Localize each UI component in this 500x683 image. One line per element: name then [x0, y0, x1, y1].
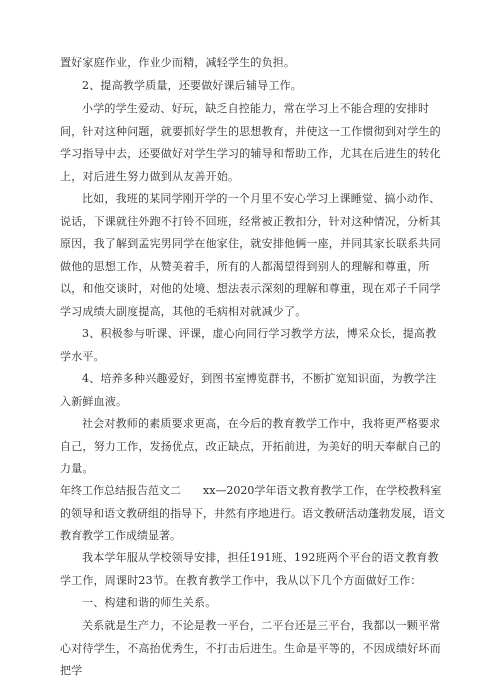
paragraph-conclusion: 社会对教师的素质要求更高，在今后的教育教学工作中，我将更严格要求自己，努力工作，发扬优点，改正缺点，开拓前进，为美好的明天奉献自己的力量。: [60, 417, 441, 475]
paragraph-point-3: 3、积极参与听课、评课，虚心向同行学习教学方法，博采众长，提高教学水平。: [60, 327, 437, 363]
paragraph-report-two: 年终工作总结报告范文二 xx—2020学年语文教育教学工作，在学校教科室的领导和语文教研组的指导下，井然有序地进行。语文教研活动蓬勃发展，语文教育教学工作成绩显著。: [60, 484, 445, 542]
paragraph-point-4: 4、培养多种兴趣爱好，到图书室博览群书，不断扩宽知识面，为教学注入新鲜血液。: [60, 372, 437, 408]
paragraph-homework: 置好家庭作业，作业少而精，减轻学生的负担。: [60, 56, 296, 69]
section-heading-relationship: 一、构建和谐的师生关系。: [82, 596, 217, 609]
paragraph-student-traits: 小学的学生爱动、好玩，缺乏自控能力，常在学习上不能合理的安排时间，针对这种问题，就要抓好学生的思想教育，并使这一工作惯彻到对学生的学习指导中去，还要做好对学生学习的辅导和帮助工作，尤其在后进生的转化上，对后进生努力做到从友善开始。: [60, 102, 441, 183]
paragraph-assignment: 我本学年服从学校领导安排，担任191班、192班两个平台的语文教育教学工作，周课时23节。在教育教学工作中，我从以下几个方面做好工作：: [60, 551, 439, 587]
paragraph-point-2: 2、提高教学质量，还要做好课后辅导工作。: [82, 79, 302, 92]
paragraph-relationship: 关系就是生产力，不论是教一平台，二平台还是三平台，我都以一颗平常心对待学生，不高抬优秀生，不打击后进生。生命是平等的，不因成绩好坏而把学: [60, 619, 441, 677]
paragraph-example: 比如，我班的某同学刚开学的一个月里不安心学习上课睡觉、搞小动作、说话，下课就往外跑不打铃不回班，经常被正教扣分，针对这种情况，分析其原因，我了解到孟宪男同学在他家住，就安排他俩一座，并同其家长联系共同做他的思想工作，从赞美着手，所有的人都渴望得到别人的理解和尊重，所以，和他交谈时，对他的处境、想法表示深刻的理解和尊重，现在邓子千同学学习成绩大副度提高，其他的毛病相对就减少了。: [60, 192, 441, 318]
